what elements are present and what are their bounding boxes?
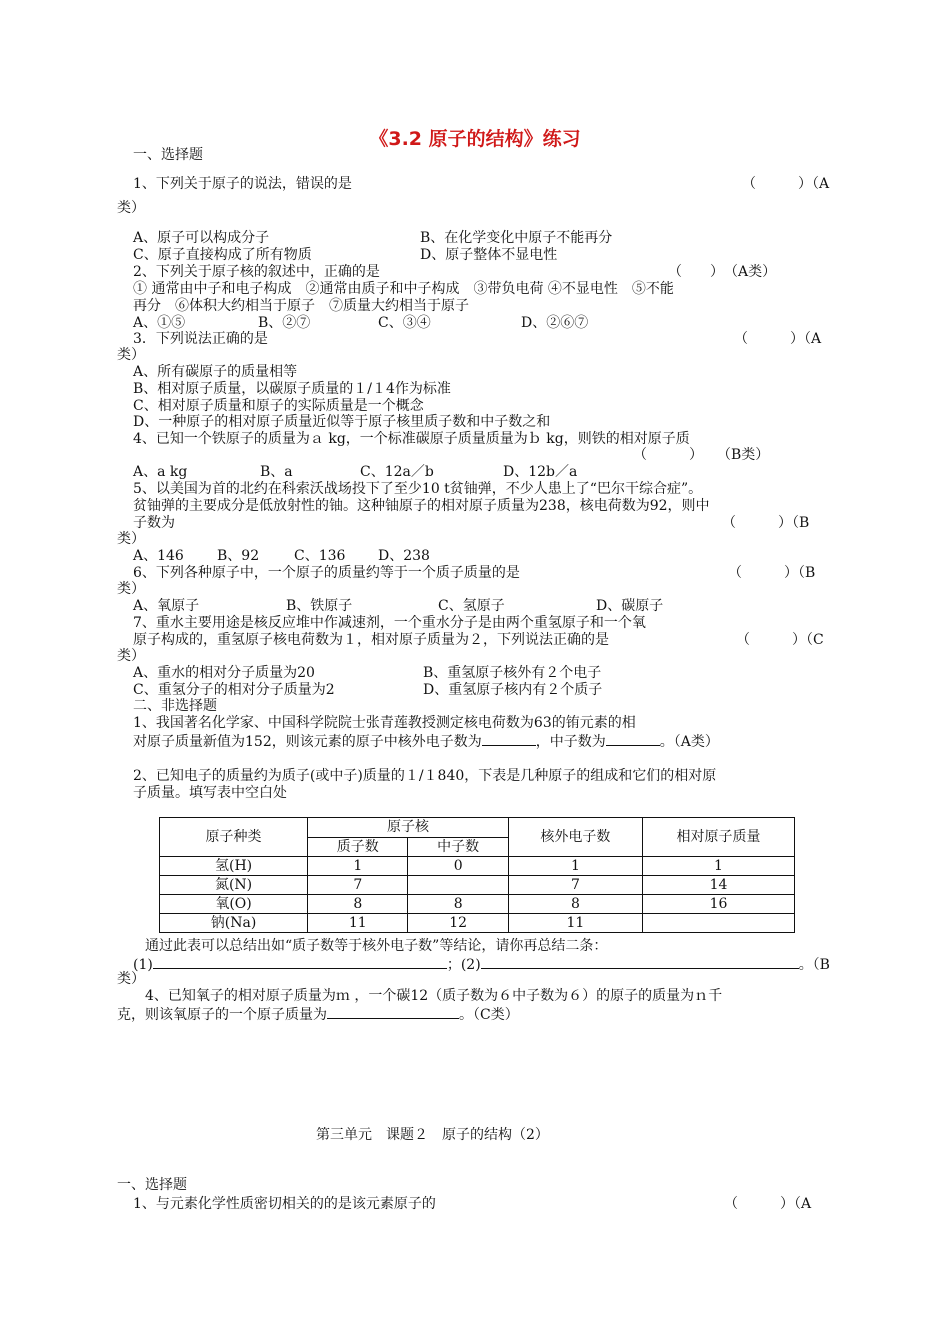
answer-bracket: （ ）（B	[722, 515, 810, 531]
page-title: 《3.2 原子的结构》练习	[369, 128, 581, 150]
answer-blank[interactable]	[481, 955, 799, 969]
table-cell: 16	[642, 895, 794, 914]
answer-blank[interactable]	[606, 732, 660, 746]
answer-bracket: （ ） （A类）	[668, 264, 777, 280]
option-text: B、重氢原子核外有２个电子	[423, 665, 602, 681]
question-text: 类）	[117, 531, 145, 547]
option-text: D、②⑥⑦	[521, 315, 589, 331]
lesson-heading: 第三单元 课题２ 原子的结构（2）	[316, 1127, 549, 1143]
question-text: 类）	[117, 581, 145, 597]
section-heading: 一、选择题	[133, 147, 203, 163]
answer-bracket: （ ）（A	[742, 176, 830, 192]
table-cell: 8	[308, 895, 408, 914]
table-cell: 12	[408, 914, 508, 933]
question-text: 1、下列关于原子的说法，错误的是	[133, 176, 352, 192]
question-text: 类）	[117, 200, 145, 216]
table-header: 中子数	[408, 837, 508, 857]
question-text: 2、已知电子的质量约为质子(或中子)质量的１/１840，下表是几种原子的组成和它们的相对原	[133, 768, 717, 784]
question-text: 4、已知氧子的相对原子质量为ｍ ，一个碳12（质子数为６中子数为６）的原子的质量为ｎ千	[145, 988, 723, 1004]
option-text: A、146	[133, 548, 184, 564]
option-text: A、a kg	[133, 464, 188, 480]
table-cell: 14	[642, 876, 794, 895]
table-cell[interactable]	[642, 914, 794, 933]
question-text: 对原子质量新值为152，则该元素的原子中核外电子数为 ，中子数为 。（A类）	[133, 734, 719, 750]
answer-blank[interactable]	[153, 955, 447, 969]
option-text: C、136	[294, 548, 346, 564]
question-text: ① 通常由中子和电子构成 ②通常由质子和中子构成 ③带负电荷 ④不显电性 ⑤不能	[133, 281, 674, 297]
table-cell: 氧(O)	[160, 895, 308, 914]
option-text: B、92	[217, 548, 260, 564]
table-cell: 氢(H)	[160, 857, 308, 876]
question-text: 再分 ⑥体积大约相当于原子 ⑦质量大约相当于原子	[133, 298, 469, 314]
table-cell: 8	[408, 895, 508, 914]
question-text: 通过此表可以总结出如“质子数等于核外电子数”等结论，请你再总结二条：	[145, 938, 608, 954]
answer-bracket: （ ）（C	[736, 632, 824, 648]
question-text: 1、与元素化学性质密切相关的的是该元素原子的	[133, 1196, 436, 1212]
option-text: D、重氢原子核内有２个质子	[423, 682, 603, 698]
section-heading: 一、选择题	[117, 1177, 187, 1193]
answer-blank[interactable]	[482, 732, 536, 746]
table-cell: 0	[408, 857, 508, 876]
option-text: A、氧原子	[133, 598, 200, 614]
table-row	[160, 914, 795, 933]
question-text: 1、我国著名化学家、中国科学院院士张青莲教授测定核电荷数为63的铕元素的相	[133, 715, 636, 731]
option-text: D、原子整体不显电性	[420, 247, 558, 263]
question-text: 5、以美国为首的北约在科索沃战场投下了至少10 t贫铀弹，不少人患上了“巴尔干综合症”。	[133, 481, 703, 497]
option-text: A、①⑤	[133, 315, 186, 331]
option-text: C、原子直接构成了所有物质	[133, 247, 312, 263]
option-text: A、原子可以构成分子	[133, 230, 270, 246]
table-cell: 7	[308, 876, 408, 895]
table-header: 质子数	[308, 837, 408, 857]
option-text: D、238	[378, 548, 430, 564]
table-cell: 11	[508, 914, 642, 933]
answer-bracket: （ ）（A	[734, 331, 822, 347]
answer-bracket: （ ）（B	[728, 565, 816, 581]
atom-composition-table	[159, 817, 795, 933]
table-cell: 8	[508, 895, 642, 914]
question-text: 类）	[117, 347, 145, 363]
table-header: 原子种类	[160, 818, 308, 857]
table-row	[160, 895, 795, 914]
option-text: C、重氢分子的相对分子质量为2	[133, 682, 335, 698]
section-heading: 二、非选择题	[133, 698, 217, 714]
answer-bracket: （ ） （B类）	[633, 447, 770, 463]
option-text: A、所有碳原子的质量相等	[133, 364, 298, 380]
question-text: 贫铀弹的主要成分是低放射性的铀。这种铀原子的相对原子质量为238，核电荷数为92，则中	[133, 498, 710, 514]
question-text: 克，则该氧原子的一个原子质量为 。（C类）	[117, 1007, 519, 1023]
option-text: D、碳原子	[596, 598, 664, 614]
answer-blank[interactable]	[327, 1005, 459, 1019]
table-row	[160, 857, 795, 876]
table-header: 相对原子质量	[642, 818, 794, 857]
question-text: 7、重水主要用途是核反应堆中作减速剂，一个重水分子是由两个重氢原子和一个氧	[133, 615, 646, 631]
option-text: D、一种原子的相对原子质量近似等于原子核里质子数和中子数之和	[133, 414, 551, 430]
question-text: 类）	[117, 648, 145, 664]
question-text: (1) ；(2) 。（B	[133, 957, 830, 973]
table-cell: 11	[308, 914, 408, 933]
table-cell: 7	[508, 876, 642, 895]
option-text: B、在化学变化中原子不能再分	[420, 230, 613, 246]
answer-bracket: （ ）（A	[724, 1196, 812, 1212]
table-header: 核外电子数	[508, 818, 642, 857]
question-text: 4、已知一个铁原子的质量为ａ kg，一个标准碳原子质量质量为ｂ kg，则铁的相对原子质	[133, 431, 690, 447]
option-text: D、12b／a	[503, 464, 578, 480]
question-text: 2、下列关于原子核的叙述中，正确的是	[133, 264, 380, 280]
table-header: 原子核	[308, 818, 509, 838]
table-cell: 1	[308, 857, 408, 876]
option-text: B、相对原子质量，以碳原子质量的１/１4作为标准	[133, 381, 451, 397]
option-text: C、③④	[378, 315, 431, 331]
table-cell: 1	[508, 857, 642, 876]
table-cell: 钠(Na)	[160, 914, 308, 933]
question-text: 原子构成的，重氢原子核电荷数为１，相对原子质量为２，下列说法正确的是	[133, 632, 609, 648]
option-text: A、重水的相对分子质量为20	[133, 665, 315, 681]
question-text: 3．下列说法正确的是	[133, 331, 268, 347]
question-text: 子质量。填写表中空白处	[133, 785, 287, 801]
table-cell[interactable]	[408, 876, 508, 895]
option-text: B、②⑦	[258, 315, 311, 331]
table-row	[160, 876, 795, 895]
option-text: C、12a／b	[360, 464, 434, 480]
option-text: C、氢原子	[438, 598, 505, 614]
option-text: B、铁原子	[286, 598, 353, 614]
table-cell: 氮(N)	[160, 876, 308, 895]
question-text: 子数为	[133, 515, 175, 531]
table-cell: 1	[642, 857, 794, 876]
option-text: C、相对原子质量和原子的实际质量是一个概念	[133, 398, 424, 414]
option-text: B、a	[260, 464, 293, 480]
question-text: 类）	[117, 971, 145, 987]
question-text: 6、下列各种原子中，一个原子的质量约等于一个质子质量的是	[133, 565, 520, 581]
